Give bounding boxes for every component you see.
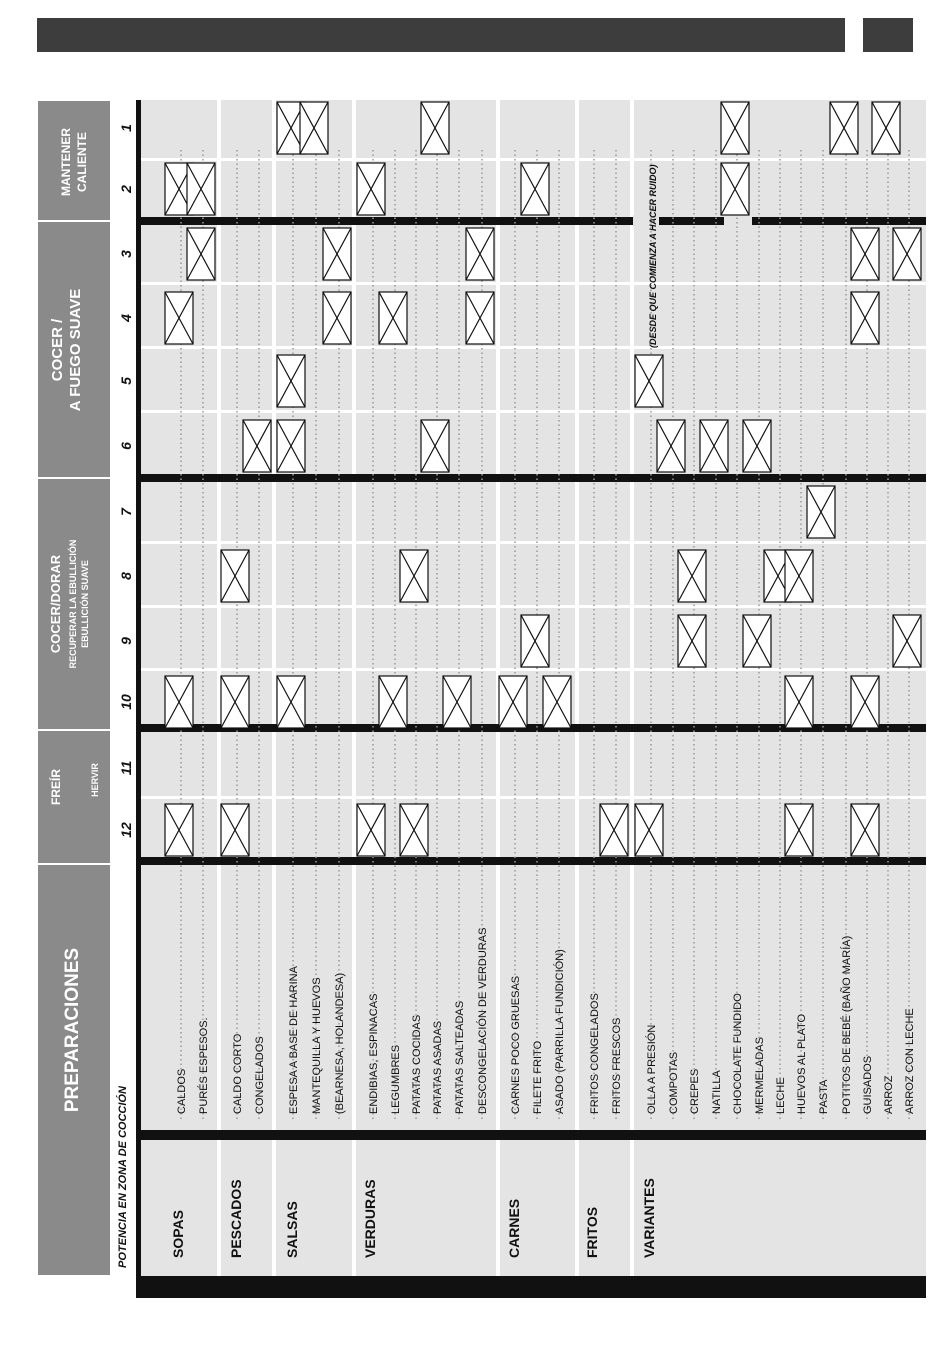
cocer-title: COCER /	[49, 318, 66, 382]
cross-mark	[743, 420, 771, 472]
item-label: PURÉS ESPESOS.	[198, 1017, 210, 1114]
caliente-title: CALIENTE	[75, 132, 89, 192]
cross-mark	[243, 420, 271, 472]
category-salsas: SALSAS	[284, 1201, 300, 1258]
item-label: POTITOS DE BEBÉ (BAÑO MARÍA)	[841, 935, 853, 1114]
ebullicion-title: EBULLICIÓN SUAVE	[80, 560, 90, 648]
cocer-dorar-title: COCER/DORAR	[48, 554, 63, 654]
column-separator	[272, 100, 276, 1276]
cross-mark	[277, 676, 305, 728]
freir-title: FREÍR	[49, 769, 63, 805]
cross-mark	[379, 676, 407, 728]
power-level-12: 12	[118, 822, 134, 838]
item-label: PASTA	[818, 1079, 830, 1114]
item-label: ENDIBIAS, ESPINACAS	[368, 993, 380, 1114]
power-level-8: 8	[118, 572, 134, 580]
item-label: MANTEQUILLA Y HUEVOS	[311, 977, 323, 1114]
item-label: CALDOS	[176, 1068, 188, 1114]
cross-mark	[165, 676, 193, 728]
recuperar-title: RECUPERAR LA EBULLICIÓN	[68, 539, 78, 669]
cross-mark	[277, 355, 305, 407]
power-level-2: 2	[118, 185, 134, 193]
table-left-border	[136, 100, 141, 1298]
cross-mark	[521, 163, 549, 215]
power-level-7: 7	[118, 508, 134, 516]
item-label: FRITOS CONGELADOS	[589, 993, 601, 1114]
item-label: MERMELADAS	[754, 1036, 766, 1114]
cross-mark	[400, 804, 428, 856]
item-label: DESCONGELACIÓN DE VERDURAS	[477, 927, 489, 1114]
cross-mark	[678, 550, 706, 602]
cross-mark	[785, 804, 813, 856]
cross-mark	[379, 292, 407, 344]
item-label: COMPOTAS	[668, 1051, 680, 1114]
cross-mark	[635, 355, 663, 407]
cross-mark	[657, 420, 685, 472]
cross-mark	[543, 676, 571, 728]
preparaciones-title: PREPARACIONES	[62, 947, 83, 1113]
cross-mark	[785, 550, 813, 602]
note-text: (DESDE QUE COMIENZA A HACER RUIDO)	[648, 164, 658, 348]
cross-mark	[466, 292, 494, 344]
power-level-3: 3	[118, 250, 134, 258]
item-label: ASADO (PARRILLA FUNDICIÓN)	[554, 949, 566, 1114]
row-separator	[141, 282, 926, 285]
cross-mark	[300, 102, 328, 154]
cross-mark	[187, 228, 215, 280]
cross-mark	[807, 486, 835, 538]
line-gap	[724, 215, 752, 227]
cross-mark	[357, 163, 385, 215]
category-fritos: FRITOS	[584, 1206, 600, 1258]
cross-mark	[466, 228, 494, 280]
item-label: HUEVOS AL PLATO	[796, 1013, 808, 1114]
cross-mark	[323, 292, 351, 344]
cross-mark	[700, 420, 728, 472]
cross-mark	[165, 804, 193, 856]
cross-mark	[851, 676, 879, 728]
cross-mark	[521, 615, 549, 667]
category-variantes: VARIANTES	[641, 1178, 657, 1258]
cross-mark	[721, 163, 749, 215]
cross-mark	[221, 804, 249, 856]
power-level-9: 9	[118, 637, 134, 645]
cross-mark	[743, 615, 771, 667]
cross-mark	[357, 804, 385, 856]
cross-mark	[443, 676, 471, 728]
cross-mark	[851, 228, 879, 280]
item-label: NATILLA	[711, 1070, 723, 1114]
item-label: CHOCOLATE FUNDIDO	[732, 993, 744, 1114]
cross-mark	[721, 102, 749, 154]
item-label: CONGELADOS	[254, 1036, 266, 1114]
item-label: LEGUMBRES	[390, 1044, 402, 1114]
column-separator	[630, 100, 634, 1276]
cross-mark	[323, 228, 351, 280]
section-mantener	[37, 100, 111, 221]
cross-mark	[893, 228, 921, 280]
category-pescados: PESCADOS	[228, 1179, 244, 1258]
item-label: PATATAS ASADAS	[432, 1020, 444, 1114]
item-label: (BEARNESA, HOLANDESA)	[334, 972, 346, 1114]
cross-mark	[785, 676, 813, 728]
item-label: CARNES POCO GRUESAS	[510, 975, 522, 1114]
category-sopas: SOPAS	[170, 1210, 186, 1258]
fuego-suave-title: A FUEGO SUAVE	[67, 288, 84, 412]
item-label: OLLA A PRESIÓN	[646, 1024, 658, 1114]
power-level-11: 11	[118, 760, 134, 776]
cross-mark	[635, 804, 663, 856]
bottom-bar	[141, 1276, 926, 1298]
mantener-title: MANTENER	[59, 128, 73, 196]
potencia-label: POTENCIA EN ZONA DE COCCIÓN	[117, 1086, 129, 1268]
item-label: FILETE FRITO	[532, 1040, 544, 1114]
cross-mark	[893, 615, 921, 667]
item-label: CALDO CORTO	[232, 1033, 244, 1114]
power-level-10: 10	[118, 694, 134, 710]
column-separator	[217, 100, 221, 1276]
item-label: ARROZ	[883, 1075, 895, 1114]
item-label: GUISADOS	[862, 1055, 874, 1114]
cross-mark	[421, 102, 449, 154]
cross-mark	[165, 292, 193, 344]
item-label: PATATAS SALTEADAS	[454, 1000, 466, 1114]
cross-mark	[277, 420, 305, 472]
cross-mark	[221, 676, 249, 728]
power-level-4: 4	[118, 314, 134, 322]
power-level-5: 5	[118, 377, 134, 385]
category-carnes: CARNES	[506, 1198, 522, 1258]
cross-mark	[187, 163, 215, 215]
power-level-6: 6	[118, 442, 134, 450]
cross-mark	[851, 292, 879, 344]
cross-mark	[830, 102, 858, 154]
cross-mark	[872, 102, 900, 154]
hervir-title: HERVIR	[90, 763, 100, 797]
cross-mark	[421, 420, 449, 472]
cross-mark	[851, 804, 879, 856]
cross-mark	[400, 550, 428, 602]
cross-mark	[600, 804, 628, 856]
item-label: CREPES	[689, 1068, 701, 1114]
cross-mark	[678, 615, 706, 667]
cross-mark	[499, 676, 527, 728]
item-label: PATATAS COCIDAS	[411, 1014, 423, 1114]
cross-mark	[221, 550, 249, 602]
column-separator	[352, 100, 356, 1276]
column-separator	[575, 100, 579, 1276]
item-label: LECHE	[775, 1077, 787, 1114]
category-verduras: VERDURAS	[362, 1179, 378, 1258]
item-label: ESPESA A BASE DE HARINA	[288, 966, 300, 1114]
category-header-line	[141, 1130, 926, 1140]
item-label: ARROZ CON LECHE	[904, 1008, 916, 1114]
power-level-1: 1	[118, 124, 134, 132]
item-label: FRITOS FRESCOS	[611, 1017, 623, 1114]
